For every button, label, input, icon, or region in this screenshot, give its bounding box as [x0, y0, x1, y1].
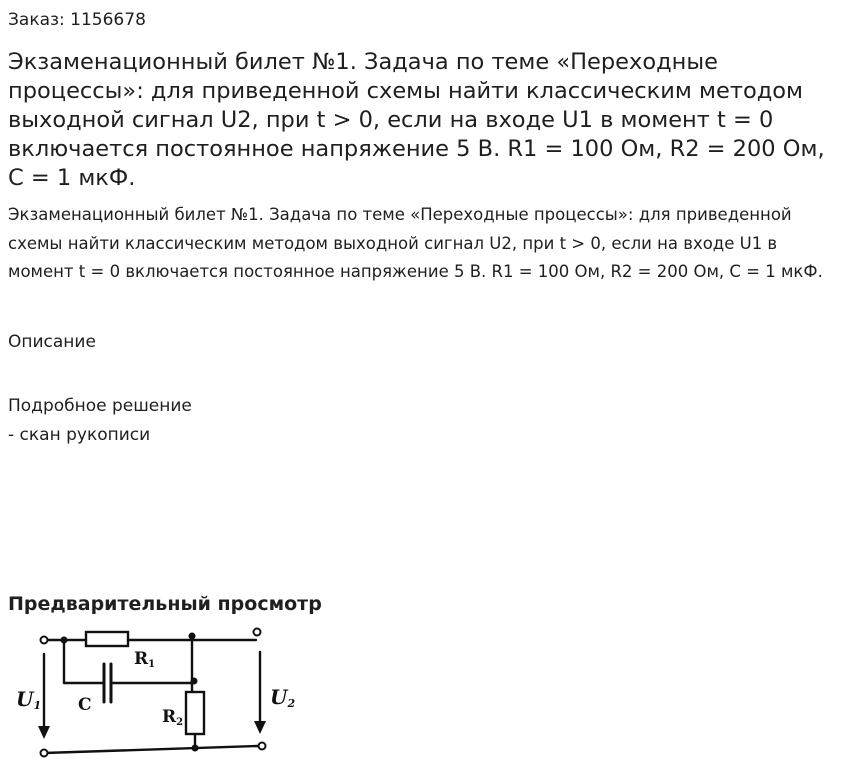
- terminal-in-top: [41, 637, 48, 644]
- solution-line-detailed: Подробное решение: [8, 396, 192, 416]
- preview-title: Предварительный просмотр: [8, 593, 322, 615]
- label-r2: R2: [162, 707, 184, 728]
- terminal-in-bottom: [41, 750, 48, 757]
- node-top-left: [61, 637, 68, 644]
- circuit-preview-image: [10, 618, 300, 770]
- u2-arrow-head: [254, 721, 266, 734]
- node-bottom: [192, 745, 199, 752]
- terminal-out-top: [254, 629, 261, 636]
- label-r1: R1: [134, 649, 156, 670]
- task-description: Экзаменационный билет №1. Задача по теме «Переходные процессы»: для приведенной схемы найти классическим методом выходной сигнал U2, при t > 0, если на входе U1 в момент t = 0 включается постоянное напряжение 5 В. R1 = 100 Ом, R2 = 200 Ом, C = 1 мкФ.: [8, 205, 823, 281]
- page-title: Экзаменационный билет №1. Задача по теме «Переходные процессы»: для приведенной схемы найти классическим методом выходной сигнал U2, при t > 0, если на входе U1 в момент t = 0 включается постоянное напряжение 5 В. R1 = 100 Ом, R2 = 200 Ом, C = 1 мкФ.: [8, 49, 825, 191]
- wire-bottom: [44, 746, 258, 753]
- terminal-out-bottom: [259, 743, 266, 750]
- label-u1: U1: [16, 687, 42, 712]
- order-number: Заказ: 1156678: [8, 10, 146, 30]
- label-u2: U2: [270, 685, 296, 710]
- circuit-diagram: [10, 618, 300, 766]
- node-mid: [191, 678, 198, 685]
- label-c: C: [78, 695, 92, 715]
- solution-line-scan: - скан рукописи: [8, 425, 151, 445]
- u1-arrow-head: [38, 726, 50, 739]
- node-top-right: [189, 633, 196, 640]
- resistor-r2: [186, 692, 204, 734]
- solution-info: [8, 392, 192, 450]
- resistor-r1: [86, 632, 128, 646]
- description-label: Описание: [8, 332, 96, 352]
